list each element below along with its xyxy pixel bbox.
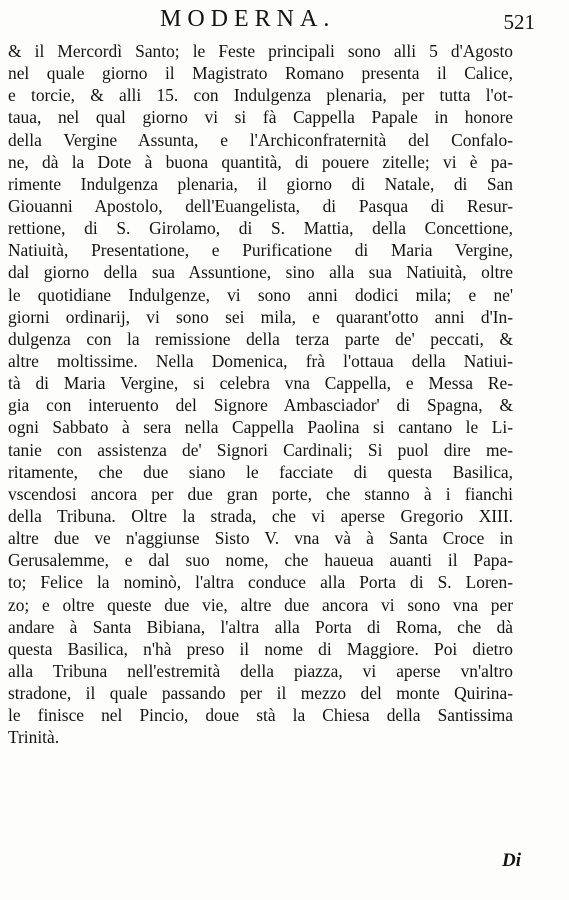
- text-line: ne, dà la Dote à buona quantità, di pouere zitelle; vi è pa-: [8, 151, 513, 172]
- text-line: alla Tribuna nell'estremità della piazza, vi aperse vn'altro: [8, 660, 513, 681]
- text-line: Gerusalemme, e dal suo nome, che haueua auanti il Papa-: [8, 550, 513, 571]
- text-line: altre moltissime. Nella Domenica, frà l'ottaua della Natiui-: [8, 350, 513, 371]
- text-line: tanie con assistenza de' Signori Cardinali; Si puol dire me-: [8, 439, 513, 460]
- text-line: rimente Indulgenza plenaria, il giorno di Natale, di San: [8, 173, 513, 194]
- text-line: & il Mercordì Santo; le Feste principali sono alli 5 d'Agosto: [8, 41, 513, 61]
- text-line: dal giorno della sua Assuntione, sino alla sua Natiuità, oltre: [8, 262, 513, 283]
- text-line: altre due ve n'aggiunse Sisto V. vna và à Santa Croce in: [8, 528, 513, 549]
- text-line: gia con interuento del Signore Ambasciador' di Spagna, &: [8, 395, 513, 416]
- text-line: della Vergine Assunta, e l'Archiconfraternità del Confalo-: [8, 129, 513, 150]
- text-line: andare à Santa Bibiana, l'altra alla Porta di Roma, che dà: [8, 616, 513, 637]
- text-line: vscendosi ancora per due gran porte, che stanno à i fianchi: [8, 483, 513, 504]
- text-line: dulgenza con la remissione della terza parte de' peccati, &: [8, 328, 513, 349]
- text-line: questa Basilica, n'hà preso il nome di Maggiore. Poi dietro: [8, 638, 513, 659]
- page-header: [0, 4, 569, 36]
- page-number: 521: [503, 10, 535, 34]
- text-line: stradone, il quale passando per il mezzo del monte Quirina-: [8, 683, 513, 704]
- body-text: [8, 40, 513, 749]
- text-line: della Tribuna. Oltre la strada, che vi aperse Gregorio XIII.: [8, 505, 513, 526]
- text-line: Giouanni Apostolo, dell'Euangelista, di Pasqua di Resur-: [8, 195, 513, 216]
- running-head: MODERNA.: [160, 6, 336, 32]
- text-line: rettione, di S. Girolamo, di S. Mattia, della Concettione,: [8, 218, 513, 239]
- text-line: zo; e oltre queste due vie, altre due ancora vi sono vna per: [8, 594, 513, 615]
- text-line: le quotidiane Indulgenze, vi sono anni dodici mila; e ne': [8, 284, 513, 305]
- text-line: giorni ordinarij, vi sono sei mila, e quarant'otto anni d'In-: [8, 306, 513, 327]
- text-line: ogni Sabbato à sera nella Cappella Paolina si cantano le Li-: [8, 417, 513, 438]
- text-line: e torcie, & alli 15. con Indulgenza plenaria, per tutta l'ot-: [8, 85, 513, 106]
- text-line: Trinità.: [8, 727, 60, 748]
- text-line: tà di Maria Vergine, si celebra vna Cappella, e Messa Re-: [8, 373, 513, 394]
- text-line: le finisce nel Pincio, doue stà la Chiesa della Santissima: [8, 705, 513, 726]
- text-line: to; Felice la nominò, l'altra conduce alla Porta di S. Loren-: [8, 572, 513, 593]
- text-line: Natiuità, Presentatione, e Purificatione di Maria Vergine,: [8, 240, 513, 261]
- text-line: nel quale giorno il Magistrato Romano presenta il Calice,: [8, 63, 513, 84]
- text-line: ritamente, che due siano le facciate di questa Basilica,: [8, 461, 513, 482]
- text-line: taua, nel qual giorno vi si fà Cappella Papale in honore: [8, 107, 513, 128]
- catchword: Di: [502, 850, 521, 871]
